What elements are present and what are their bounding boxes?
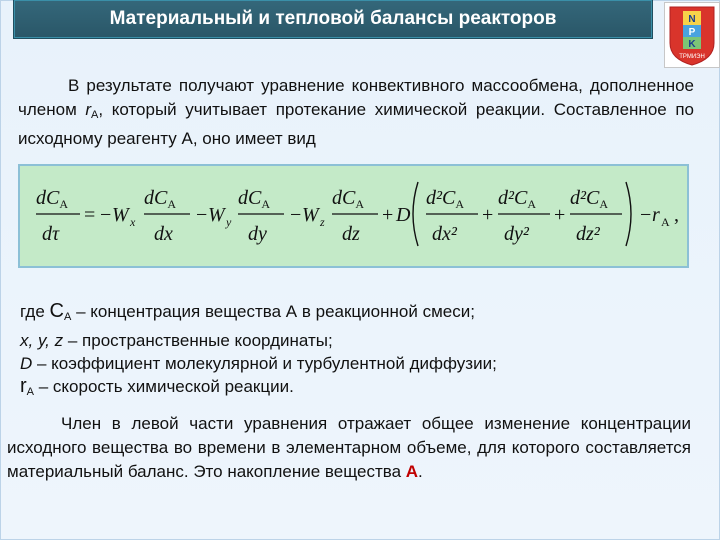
dc-y: dC: [238, 187, 262, 209]
plus-3: +: [554, 204, 566, 226]
minus-2: −: [196, 204, 208, 226]
logo-caption: ТРМИЭН: [679, 54, 705, 60]
intro-paragraph: [18, 74, 694, 151]
def-xyz-symbols: x, y, z: [20, 331, 64, 350]
def-prefix: где: [20, 302, 50, 321]
w-y-sub: y: [226, 215, 232, 229]
intro-text-end: , который учитывает протекание химической реакции. Составленное по исходному реагенту А, оно имеет вид: [18, 100, 695, 148]
conclusion-highlight: А: [405, 462, 419, 481]
formula-comma: ,: [674, 204, 679, 226]
d2c-y-sub: A: [527, 197, 537, 211]
def-c-sub: A: [64, 311, 72, 323]
svg-text:dCA: [332, 187, 364, 211]
w-x-sub: x: [130, 215, 136, 229]
dz2: dz²: [576, 223, 600, 245]
lhs-numerator: dC: [36, 187, 60, 209]
logo-letter-p: P: [688, 27, 696, 38]
dc-z-sub: A: [355, 197, 365, 211]
definition-reaction-rate: [20, 375, 710, 404]
w-z: W: [302, 204, 319, 226]
minus-1: −: [100, 204, 112, 226]
d2c-x: d²C: [426, 187, 456, 209]
dc-x-sub: A: [167, 197, 177, 211]
def-c-symbol: C: [49, 300, 64, 322]
dx: dx: [154, 223, 173, 245]
definition-concentration: [20, 300, 710, 329]
dc-z: dC: [332, 187, 356, 209]
dx2: dx²: [432, 223, 457, 245]
def-d-text: – коэффициент молекулярной и турбулентной диффузии;: [32, 354, 497, 373]
d2c-z: d²C: [570, 187, 600, 209]
minus-4: −: [640, 204, 652, 226]
def-xyz-text: – пространственные координаты;: [63, 331, 333, 350]
minus-3: −: [290, 204, 302, 226]
conclusion-paragraph: [7, 412, 691, 484]
def-c-text: – концентрация вещества А в реакционной смеси;: [71, 302, 475, 321]
shield-logo-icon: [665, 3, 719, 67]
d2c-z-sub: A: [599, 197, 609, 211]
def-d-symbol: D: [20, 354, 33, 373]
conclusion-text: Член в левой части уравнения отражает общее изменение концентрации исходного вещества во времени в элементарном объеме, для которого составляется материальный баланс. Это накопление вещества: [7, 414, 691, 481]
svg-text:d²CA: [498, 187, 536, 211]
d2c-y: d²C: [498, 187, 528, 209]
reaction-r-sub: A: [661, 215, 670, 229]
svg-text:dCA: [144, 187, 176, 211]
w-z-sub: z: [320, 215, 325, 229]
intro-text-start: В результате получают уравнение конвективного массообмена, дополненное членом: [18, 76, 694, 119]
intro-r-symbol: r: [85, 100, 92, 119]
def-r-symbol: r: [20, 375, 27, 397]
svg-text:dCA: [238, 187, 270, 211]
dc-x: dC: [144, 187, 168, 209]
dc-y-sub: A: [261, 197, 271, 211]
logo-letter-k: K: [688, 39, 696, 50]
svg-text:d²CA: [426, 187, 464, 211]
lhs-sub: A: [59, 197, 69, 211]
reaction-r: r: [652, 204, 660, 226]
svg-text:d²CA: [570, 187, 608, 211]
equals-sign: =: [84, 204, 96, 226]
page-title: Материальный и тепловой балансы реакторов: [109, 8, 557, 29]
w-x: W: [112, 204, 129, 226]
conclusion-end: .: [418, 462, 423, 481]
definition-coordinates: [20, 329, 710, 352]
definitions-list: [20, 300, 710, 404]
dz: dz: [342, 223, 360, 245]
svg-text:dCA: [36, 187, 68, 211]
d2c-x-sub: A: [455, 197, 465, 211]
w-y: W: [208, 204, 225, 226]
dy: dy: [248, 223, 267, 245]
title-bar: [14, 0, 652, 38]
logo: [664, 2, 720, 68]
plus-1: +: [382, 204, 394, 226]
plus-2: +: [482, 204, 494, 226]
lhs-denominator: dτ: [42, 223, 60, 245]
def-r-text: – скорость химической реакции.: [34, 377, 294, 396]
formula-box: [18, 164, 689, 268]
definition-diffusion: [20, 352, 710, 375]
logo-letter-n: N: [688, 14, 696, 25]
dy2: dy²: [504, 223, 529, 245]
convective-mass-exchange-equation: [20, 166, 687, 266]
diffusion-d: D: [396, 204, 411, 226]
def-r-sub: A: [26, 386, 35, 398]
intro-r-subscript: A: [91, 109, 99, 121]
